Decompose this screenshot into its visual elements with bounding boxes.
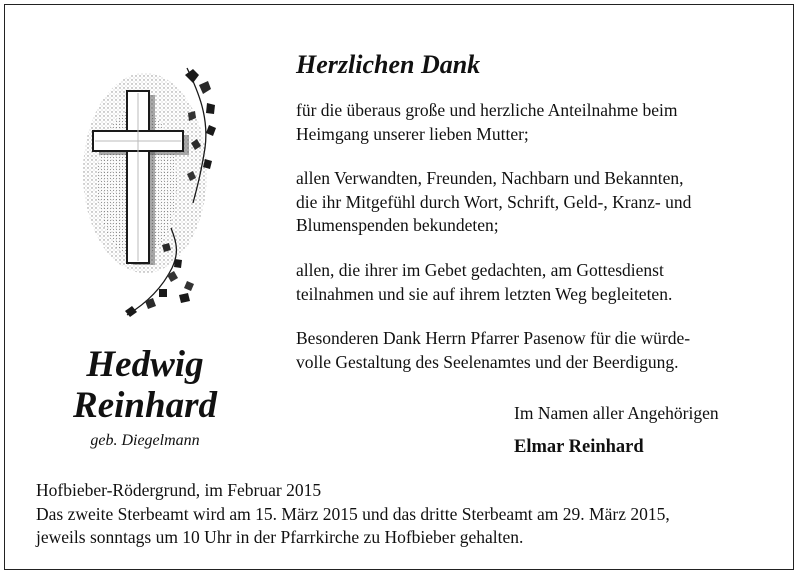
footer-line: jeweils sonntags um 10 Uhr in der Pfarrkirche zu Hofbieber gehalten. [36,527,524,547]
notice-frame [4,4,794,570]
paragraph-line: allen Verwandten, Freunden, Nachbarn und Bekannten, [296,168,684,188]
deceased-first-name: Hedwig [86,344,204,385]
deceased-maiden-name: geb. Diegelmann [90,432,200,449]
paragraph-line: Blumenspenden bekundeten; [296,215,499,235]
thanks-paragraph-3 [296,259,786,306]
deceased-last-name: Reinhard [73,385,217,426]
footer-line: Das zweite Sterbeamt wird am 15. März 2015 und das dritte Sterbeamt am 29. März 2015, [36,503,670,524]
thanks-paragraph-1 [296,99,786,146]
paragraph-line: Heimgang unserer lieben Mutter; [296,123,529,144]
paragraph-line: allen, die ihrer im Gebet gedachten, am Gottesdienst [296,260,664,280]
footer-text [36,479,670,550]
signer-name: Elmar Reinhard [514,437,644,457]
paragraph-line: teilnahmen und sie auf ihrem letzten Weg begleiteten. [296,283,673,304]
footer-place-date: Hofbieber-Rödergrund, im Februar 2015 [36,480,322,500]
paragraph-line: Besonderen Dank Herrn Pfarrer Pasenow für die würde- [296,328,691,348]
paragraph-line: für die überaus große und herzliche Anteilnahme beim [296,100,678,120]
on-behalf-line: Im Namen aller Angehörigen [514,403,719,423]
thanks-paragraph-2 [296,167,786,238]
thanks-paragraph-4 [296,327,786,374]
paragraph-line: volle Gestaltung des Seelenamtes und der Beerdigung. [296,351,679,372]
notice-headline: Herzlichen Dank [296,50,481,79]
cross-with-ivy-icon [67,63,227,323]
paragraph-line: die ihr Mitgefühl durch Wort, Schrift, Geld-, Kranz- und [296,191,692,212]
